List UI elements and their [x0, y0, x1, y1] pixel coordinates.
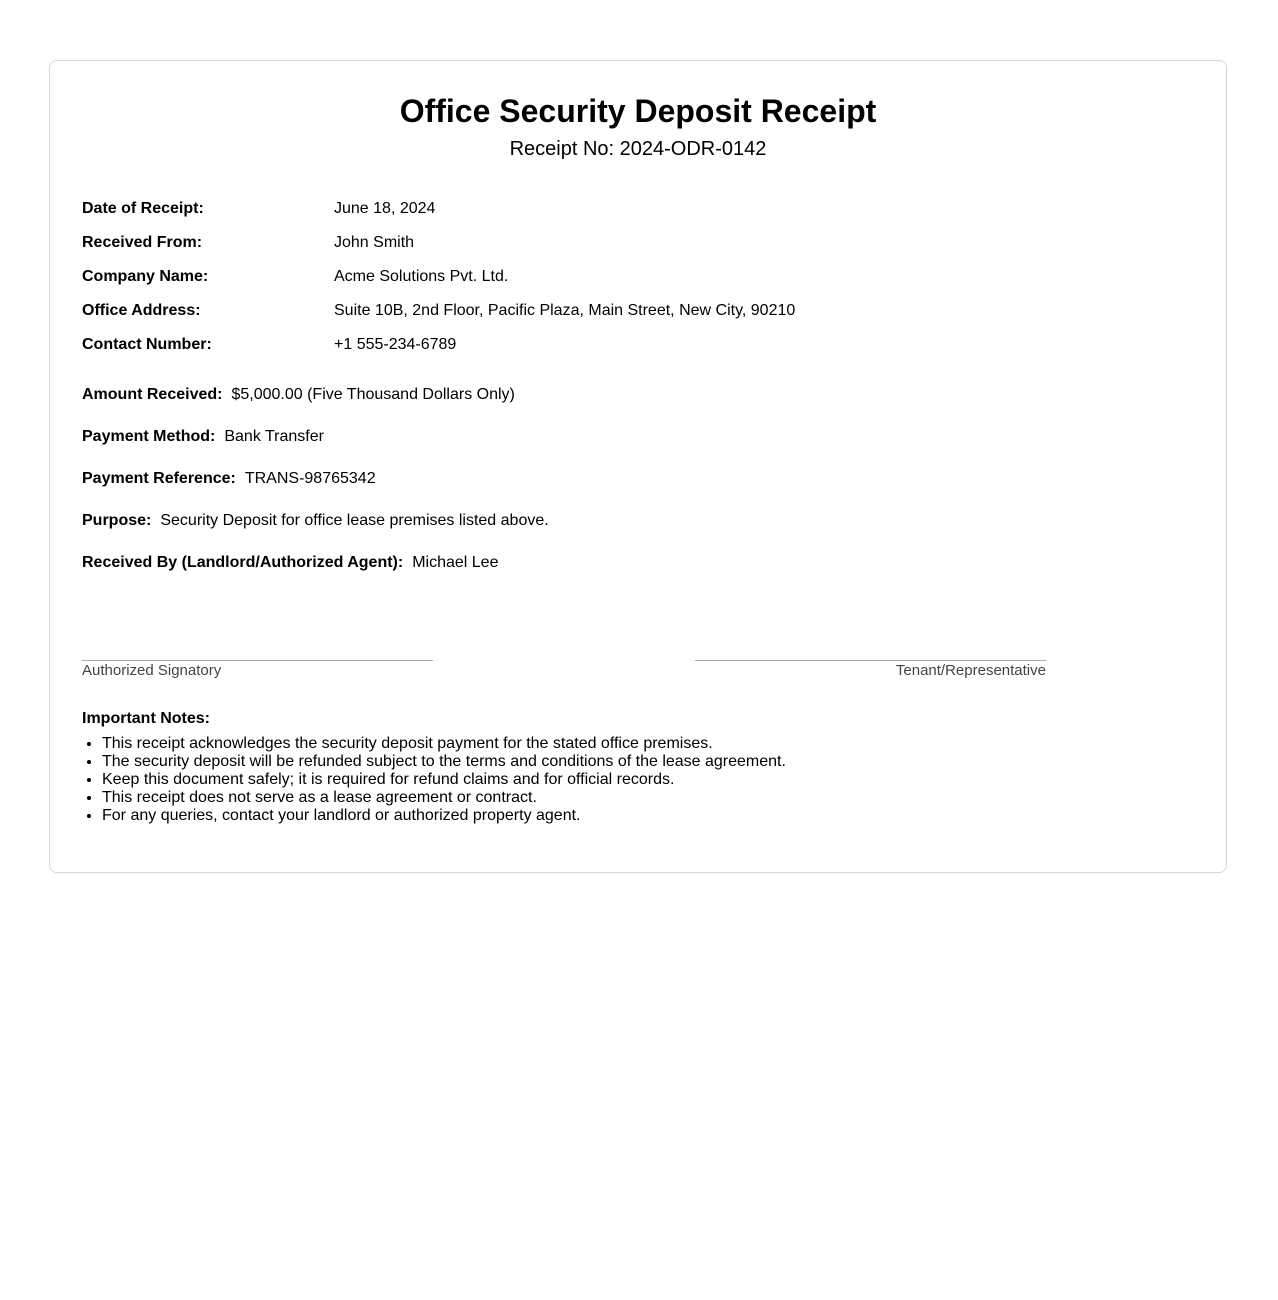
note-item: • The security deposit will be refunded subject to the terms and conditions of the lease agreement. — [102, 753, 786, 771]
payment-method-label: Payment Method: — [82, 428, 216, 445]
received-by-value: Michael Lee — [412, 554, 499, 571]
amount-received — [82, 385, 515, 405]
notes-title: Important Notes: — [82, 710, 210, 727]
receipt-card — [49, 60, 1227, 873]
purpose-label: Purpose: — [82, 512, 152, 529]
note-item: • For any queries, contact your landlord or authorized property agent. — [102, 807, 786, 825]
payment-reference-value: TRANS-98765342 — [244, 470, 376, 487]
payment-method-value: Bank Transfer — [224, 428, 324, 445]
amount-value: $5,000.00 (Five Thousand Dollars Only) — [231, 386, 515, 403]
info-label: Contact Number: — [82, 336, 212, 353]
info-label: Company Name: — [82, 268, 209, 285]
purpose-value: Security Deposit for office lease premises listed above. — [160, 512, 549, 529]
tenant-signature-line — [695, 660, 1046, 680]
purpose — [82, 511, 549, 531]
payment-reference — [82, 469, 376, 489]
info-label: Received From: — [82, 234, 203, 251]
received-by — [82, 553, 498, 573]
info-value: Suite 10B, 2nd Floor, Pacific Plaza, Main Street, New City, 90210 — [334, 302, 796, 319]
note-item: • Keep this document safely; it is required for refund claims and for official records. — [102, 771, 786, 789]
note-item: • This receipt acknowledges the security deposit payment for the stated office premises. — [102, 735, 786, 753]
receipt-number: Receipt No: 2024-ODR-0142 — [509, 138, 767, 160]
info-value: Acme Solutions Pvt. Ltd. — [334, 268, 509, 285]
payment-reference-label: Payment Reference: — [82, 470, 236, 487]
authorized-signatory-label: Authorized Signatory — [82, 662, 222, 679]
amount-label: Amount Received: — [82, 386, 223, 403]
info-value: +1 555-234-6789 — [334, 336, 457, 353]
received-by-label: Received By (Landlord/Authorized Agent): — [82, 554, 404, 571]
info-label: Date of Receipt: — [82, 200, 204, 217]
receipt-title: Office Security Deposit Receipt — [399, 93, 877, 129]
info-value: John Smith — [334, 234, 415, 251]
tenant-signature-label: Tenant/Representative — [895, 662, 1046, 679]
notes-list — [82, 735, 786, 825]
payment-method — [82, 427, 324, 447]
info-value: June 18, 2024 — [334, 200, 436, 217]
note-item: • This receipt does not serve as a lease agreement or contract. — [102, 789, 786, 807]
info-label: Office Address: — [82, 302, 201, 319]
authorized-signatory-line — [82, 660, 433, 680]
